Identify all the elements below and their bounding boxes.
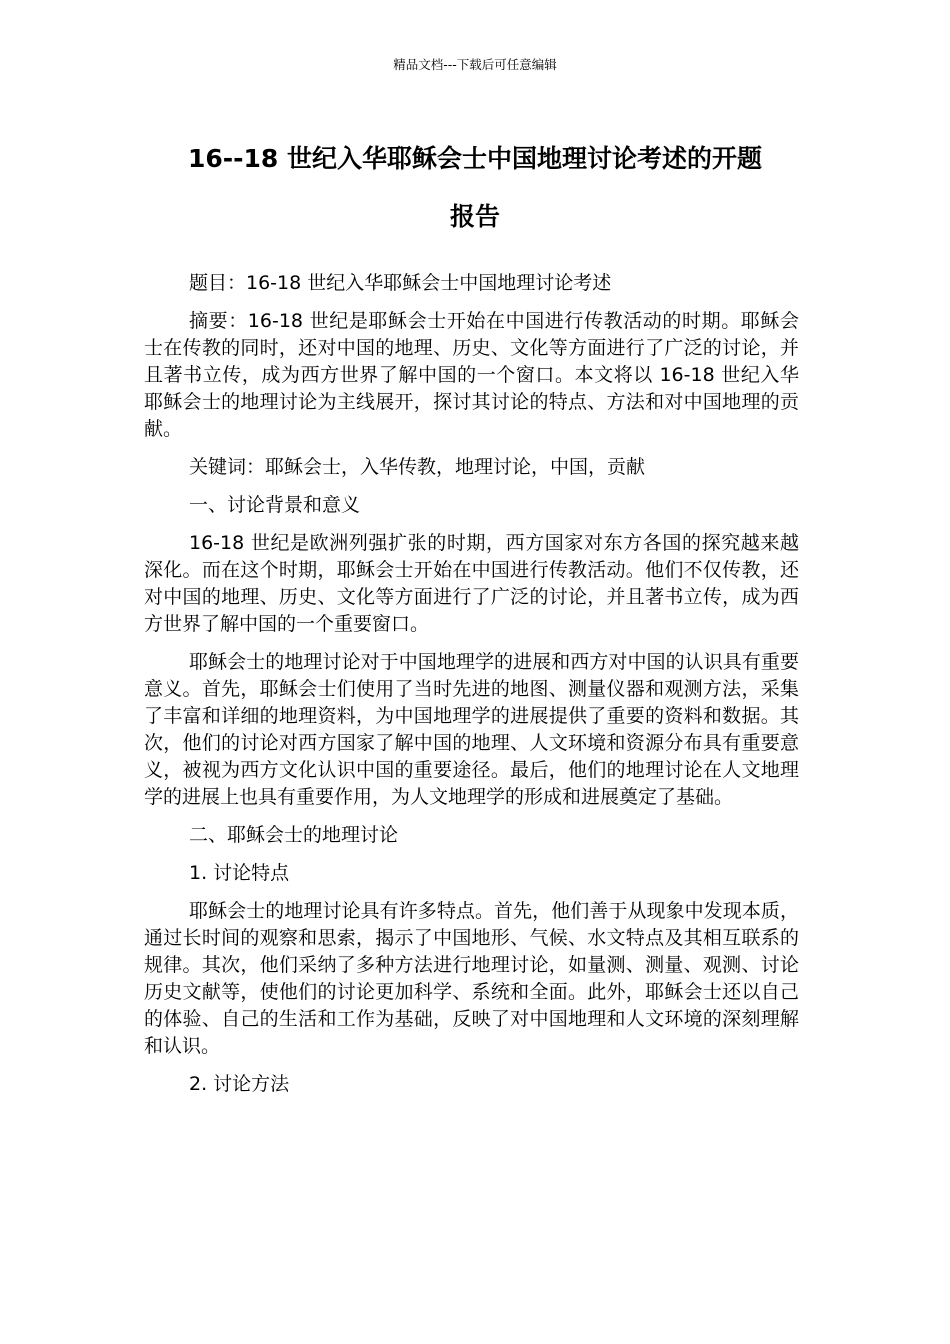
subsection-heading-1: 1. 讨论特点 xyxy=(189,862,290,884)
abstract-paragraph: 摘要：16-18 世纪是耶稣会士开始在中国进行传教活动的时期。耶稣会士在传教的同时，还对中国的地理、历史、文化等方面进行了广泛的讨论，并且著书立传，成为西方世界了解中国的一个窗口。本文将以 16-18 世纪入华耶稣会士的地理讨论为主线展开，探讨其讨论的特点、方法和对中国地理的贡献。 xyxy=(144,310,799,440)
section-heading-1: 一、讨论背景和意义 xyxy=(189,494,361,516)
title-line-2: 报告 xyxy=(449,202,500,231)
title-line-1: 16--18 世纪入华耶稣会士中国地理讨论考述的开题 xyxy=(187,144,763,173)
body-paragraph: 16-18 世纪是欧洲列强扩张的时期，西方国家对东方各国的探究越来越深化。而在这个时期，耶稣会士开始在中国进行传教活动。他们不仅传教，还对中国的地理、历史、文化等方面进行了广泛的讨论，并且著书立传，成为西方世界了解中国的一个重要窗口。 xyxy=(144,532,799,635)
document-title xyxy=(120,130,830,246)
section-heading-2: 二、耶稣会士的地理讨论 xyxy=(189,824,399,846)
body-paragraph: 耶稣会士的地理讨论对于中国地理学的进展和西方对中国的认识具有重要意义。首先，耶稣会士们使用了当时先进的地图、测量仪器和观测方法，采集了丰富和详细的地理资料，为中国地理学的进展提供了重要的资料和数据。其次，他们的讨论对西方国家了解中国的地理、人文环境和资源分布具有重要意义，被视为西方文化认识中国的重要途径。最后，他们的地理讨论在人文地理学的进展上也具有重要作用，为人文地理学的形成和进展奠定了基础。 xyxy=(144,651,799,808)
keywords-line: 关键词：耶稣会士，入华传教，地理讨论，中国，贡献 xyxy=(189,456,646,478)
document-body xyxy=(144,270,799,1109)
page-header: 精品文档---下载后可任意编辑 xyxy=(393,57,557,72)
subsection-heading-2: 2. 讨论方法 xyxy=(189,1073,290,1095)
topic-line: 题目：16-18 世纪入华耶稣会士中国地理讨论考述 xyxy=(189,272,612,294)
body-paragraph: 耶稣会士的地理讨论具有许多特点。首先，他们善于从现象中发现本质，通过长时间的观察和思索，揭示了中国地形、气候、水文特点及其相互联系的规律。其次，他们采纳了多种方法进行地理讨论，如量测、测量、观测、讨论历史文献等，使他们的讨论更加科学、系统和全面。此外，耶稣会士还以自己的体验、自己的生活和工作为基础，反映了对中国地理和人文环境的深刻理解和认识。 xyxy=(144,900,799,1057)
